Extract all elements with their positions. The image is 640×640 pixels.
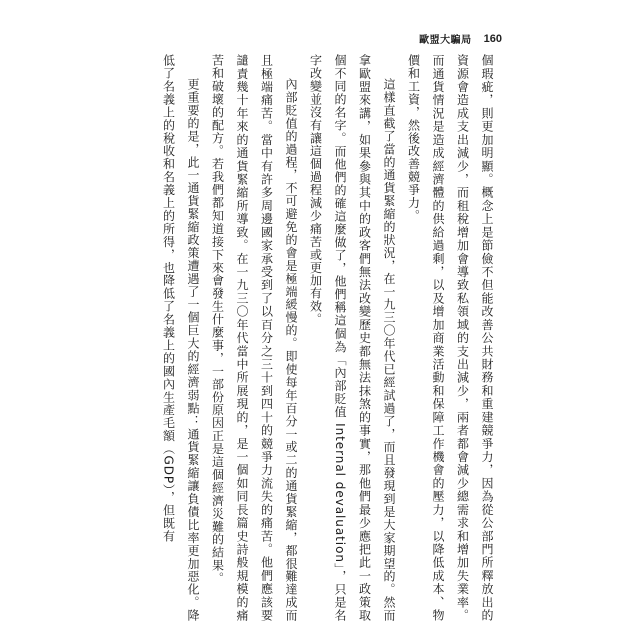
paragraph: 個瑕疵，則更加明顯。概念上是節儉不但能改善公共財務和重建競爭力，因為從公部門所釋放出的資源會造成支出減少，而租稅增加會導致私領域的支出減少，兩者都會減少總需求和增加失業率。而通貨情況是造成經濟體的供給過剩，以及增加商業活動和保障工作機會的壓力，以降低成本、物價和工資，然後改善競爭力。: [406, 54, 494, 622]
page-header: [419, 31, 502, 46]
paragraph: 內部貶值的過程，不可避免的會是極端緩慢的。即使每年百分一或二的通貨緊縮，都很難達成而且極端痛苦。當中有許多周邊國家承受到了以百分之三十到四十的競爭力流失的痛苦。他們應該要譴責幾十年來的通貨緊縮所導致。在一九三〇年代當中所展現的，是一個如同長篇史詩般規模的痛苦和破壞的配方。若我們都知道接下來會發生什麼事，一部份原因正是這個經濟災難的結果。: [210, 54, 298, 622]
paragraph: 這樣直截了當的通貨緊縮的狀況，在一九三〇年代已經試過了，而且發現到是大家期望的。然而拿歐盟來講，如果參與其中的政客們無法改變歷史都無法抹煞的事實，那他們最少應把此一政策取個不同的名字。而他們的確這麼做了，他們稱這個為「內部貶值 Internal devaluation」，只是名字改變並沒有讓這個過程減少痛苦或更加有效。: [308, 54, 396, 622]
vertical-text-body: [139, 54, 499, 622]
page-number: 160: [483, 32, 502, 45]
running-title: 歐盟大騙局: [419, 35, 472, 46]
paragraph: 更重要的是，此一通貨緊縮政策遭遇了一個巨大的經濟弱點：通貨緊縮讓負債比率更加惡化。降低了名義上的稅收和名義上的所得，也降低了名義上的國內生產毛額（GDP），但既有: [161, 54, 200, 622]
